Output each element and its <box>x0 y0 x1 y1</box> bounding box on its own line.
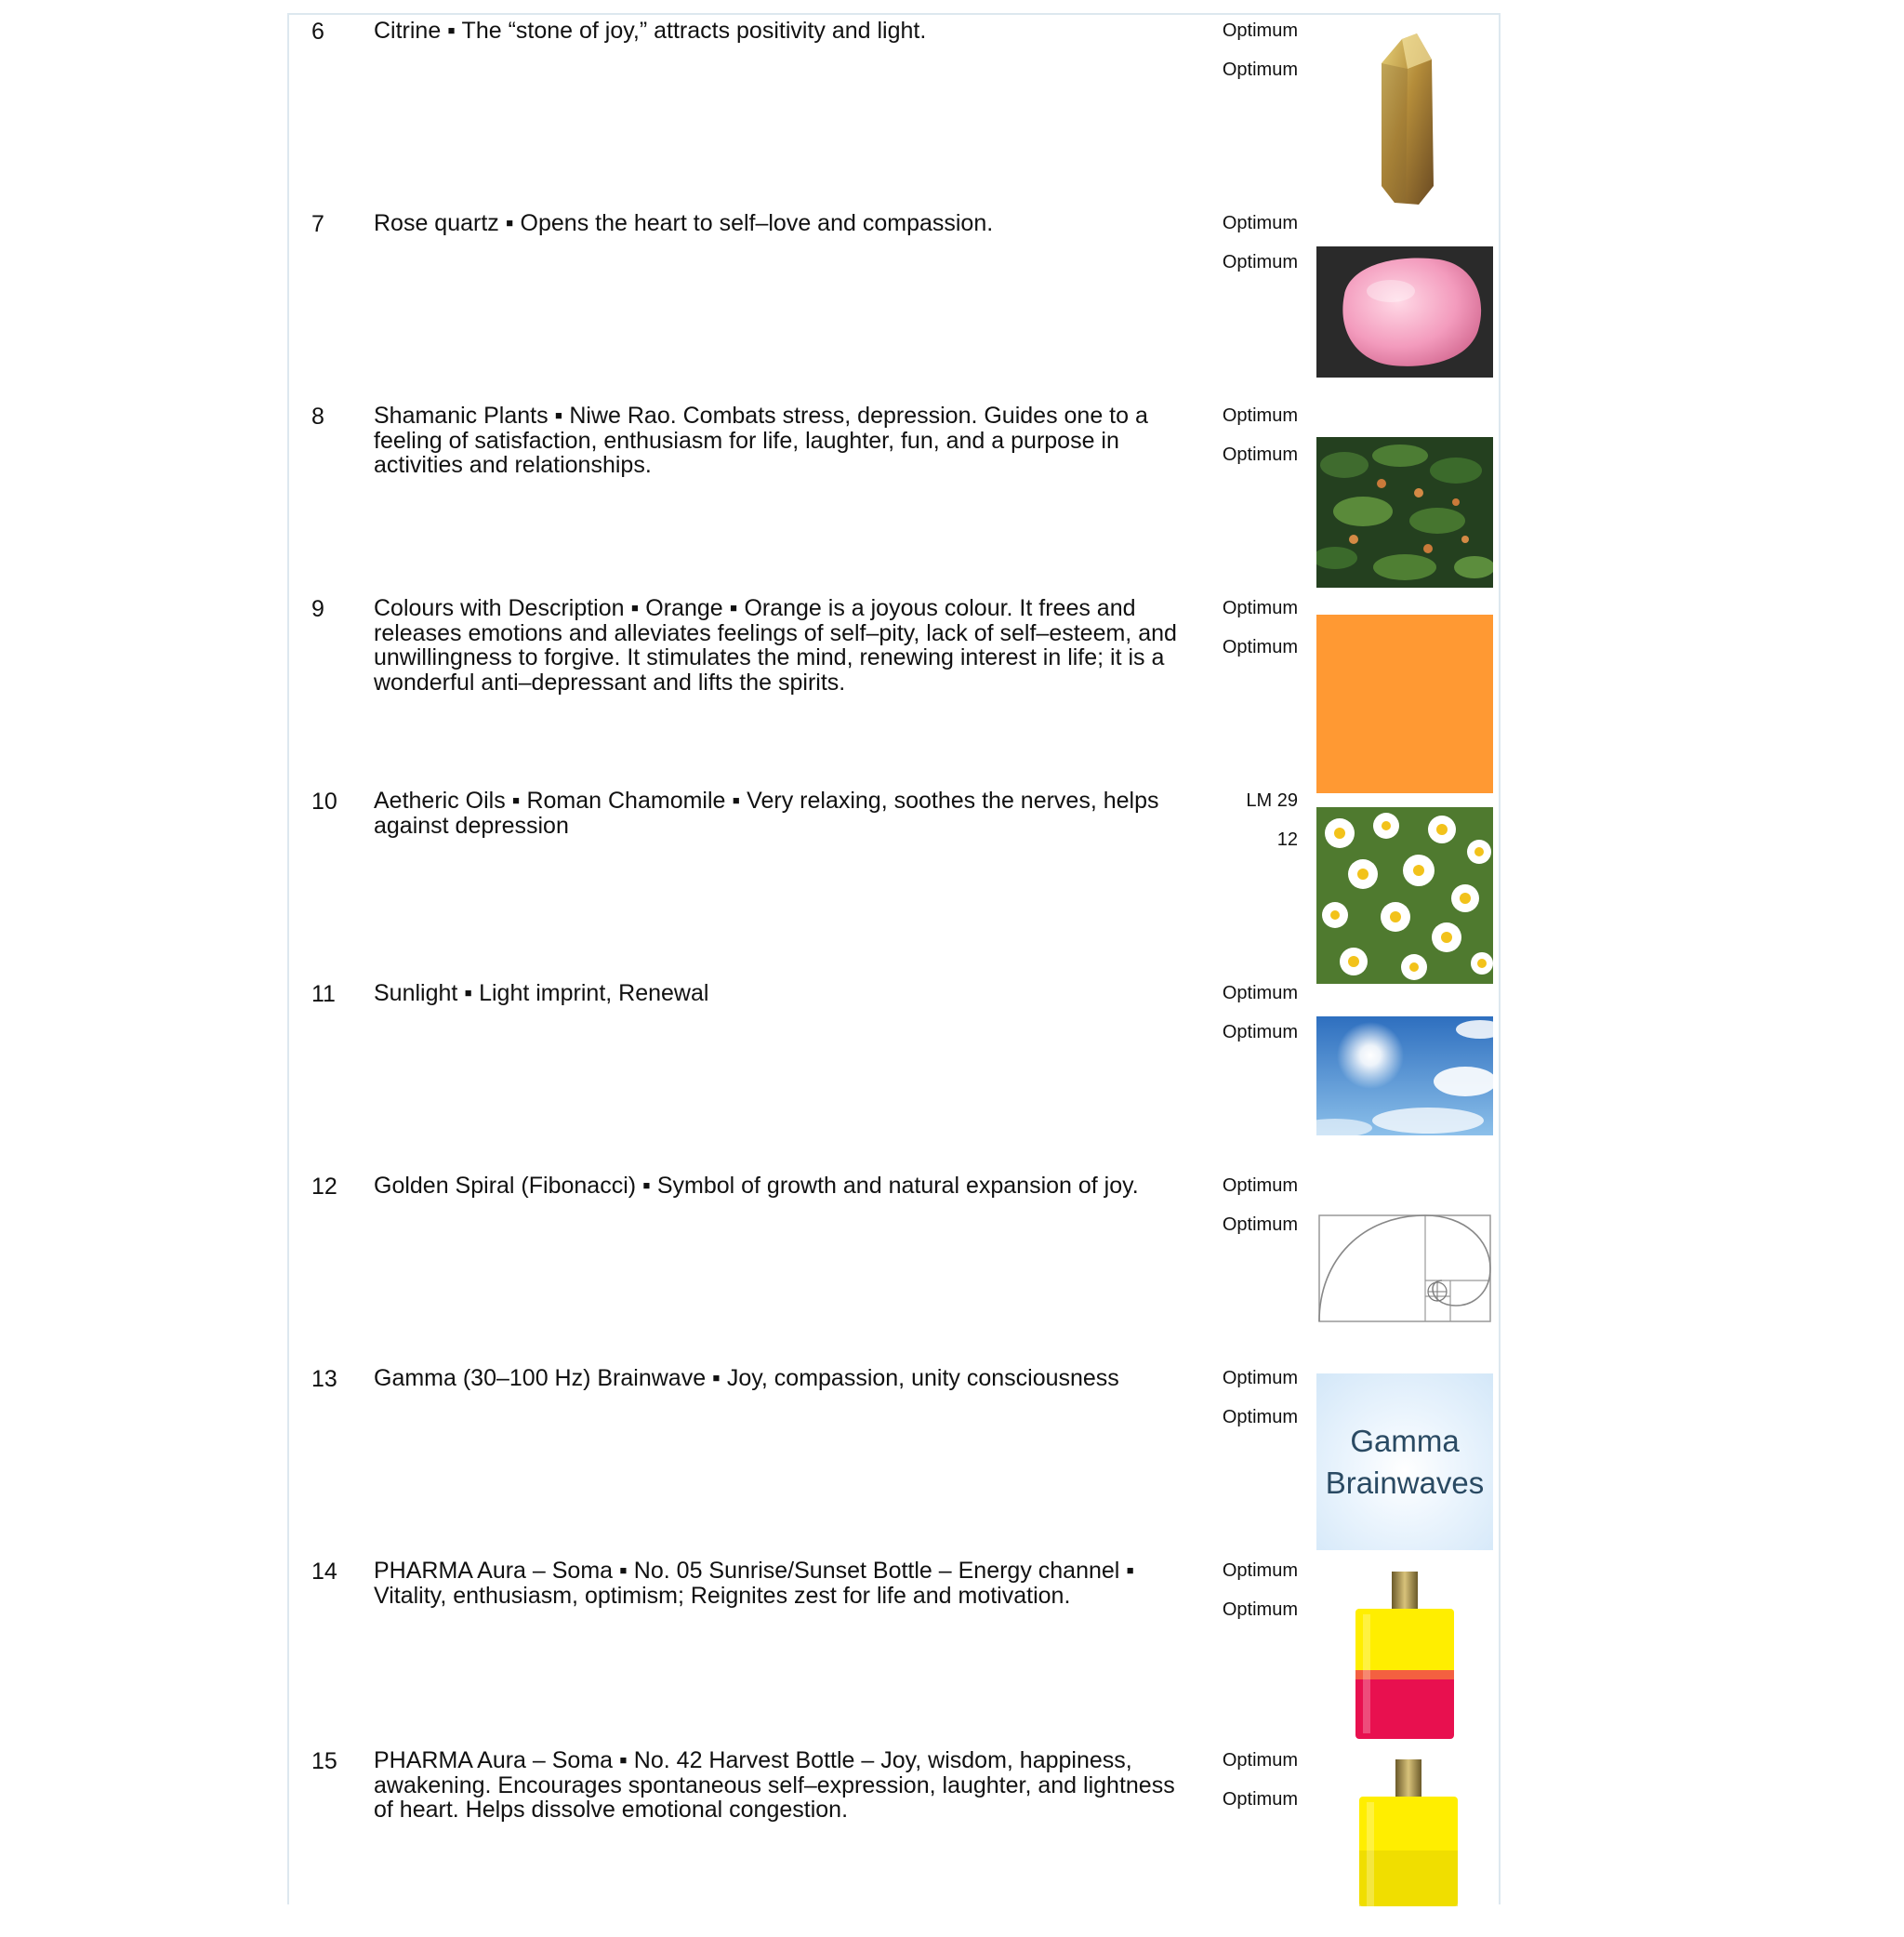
row-number: 6 <box>311 19 324 45</box>
golden-spiral-diagram <box>1316 1213 1493 1322</box>
table-row <box>289 1362 1499 1555</box>
table-row <box>289 207 1499 400</box>
sunny-sky-image <box>1316 1016 1493 1135</box>
table-row <box>289 1170 1499 1362</box>
row-value-secondary: Optimum <box>1222 1022 1298 1042</box>
chamomile-flowers-image <box>1316 807 1493 984</box>
row-description: PHARMA Aura – Soma ▪ No. 05 Sunrise/Sunset Bottle – Energy channel ▪ Vitality, enthusiasm, optimism; Reignites zest for life and motivation. <box>374 1558 1135 1609</box>
row-number: 9 <box>311 596 324 622</box>
table-row <box>289 592 1499 785</box>
row-description: PHARMA Aura – Soma ▪ No. 42 Harvest Bottle – Joy, wisdom, happiness, awakening. Encourages spontaneous self–expression, laughter, and lightness of heart. Helps dissolve emotional congestion. <box>374 1747 1175 1823</box>
row-description: Citrine ▪ The “stone of joy,” attracts positivity and light. <box>374 18 927 44</box>
row-description: Rose quartz ▪ Opens the heart to self–love and compassion. <box>374 210 994 236</box>
row-number: 15 <box>311 1748 337 1774</box>
row-number: 7 <box>311 211 324 237</box>
table-row <box>289 400 1499 592</box>
row-number: 13 <box>311 1366 337 1392</box>
row-description: Golden Spiral (Fibonacci) ▪ Symbol of growth and natural expansion of joy. <box>374 1173 1139 1199</box>
row-value-primary: Optimum <box>1222 1175 1298 1196</box>
table-row <box>289 1555 1499 1747</box>
row-number: 14 <box>311 1559 337 1585</box>
row-value-secondary: Optimum <box>1222 1407 1298 1427</box>
row-number: 8 <box>311 404 324 430</box>
gamma-tile-line2: Brainwaves <box>1325 1466 1485 1500</box>
row-value-secondary: Optimum <box>1222 444 1298 465</box>
gamma-tile-line1: Gamma <box>1350 1424 1460 1458</box>
row-description: Gamma (30–100 Hz) Brainwave ▪ Joy, compassion, unity consciousness <box>374 1365 1119 1391</box>
row-value-secondary: 12 <box>1276 829 1298 850</box>
row-description: Aetheric Oils ▪ Roman Chamomile ▪ Very relaxing, soothes the nerves, helps against depression <box>374 788 1159 839</box>
row-number: 10 <box>311 789 337 815</box>
row-value-primary: Optimum <box>1222 983 1298 1003</box>
rose-quartz-image <box>1316 246 1493 378</box>
row-value-secondary: Optimum <box>1222 252 1298 272</box>
foliage-image <box>1316 437 1493 588</box>
row-value-secondary: Optimum <box>1222 1599 1298 1620</box>
row-value-secondary: Optimum <box>1222 1214 1298 1235</box>
row-value-primary: Optimum <box>1222 20 1298 41</box>
row-description: Colours with Description ▪ Orange ▪ Orange is a joyous colour. It frees and releases emotions and alleviates feelings of self–pity, lack of self–esteem, and unwillingness to forgive. It stimulates the mind, renewing interest in life; it is a wonderful anti–depressant and lifts the spirits. <box>374 595 1177 696</box>
row-value-primary: Optimum <box>1222 405 1298 426</box>
table-row <box>289 15 1499 207</box>
gamma-brainwaves-tile <box>1316 1373 1493 1550</box>
yellow-red-bottle-image <box>1316 1570 1493 1756</box>
orange-swatch <box>1316 615 1493 793</box>
row-value-secondary: Optimum <box>1222 60 1298 80</box>
row-number: 12 <box>311 1174 337 1200</box>
citrine-crystal-image <box>1316 26 1493 208</box>
row-value-primary: Optimum <box>1222 598 1298 618</box>
row-number: 11 <box>311 981 336 1007</box>
row-value-primary: LM 29 <box>1246 790 1298 811</box>
row-value-primary: Optimum <box>1222 1750 1298 1771</box>
row-description: Shamanic Plants ▪ Niwe Rao. Combats stress, depression. Guides one to a feeling of satisfaction, enthusiasm for life, laughter, fun, and a purpose in activities and relationships. <box>374 403 1148 478</box>
row-value-secondary: Optimum <box>1222 637 1298 657</box>
table-row <box>289 785 1499 977</box>
yellow-bottle-image <box>1316 1758 1493 1906</box>
row-value-primary: Optimum <box>1222 213 1298 233</box>
row-value-primary: Optimum <box>1222 1368 1298 1388</box>
table-row <box>289 977 1499 1170</box>
results-table <box>287 13 1501 1904</box>
row-description: Sunlight ▪ Light imprint, Renewal <box>374 980 709 1006</box>
table-row <box>289 1745 1499 1937</box>
row-value-primary: Optimum <box>1222 1560 1298 1581</box>
row-value-secondary: Optimum <box>1222 1789 1298 1810</box>
